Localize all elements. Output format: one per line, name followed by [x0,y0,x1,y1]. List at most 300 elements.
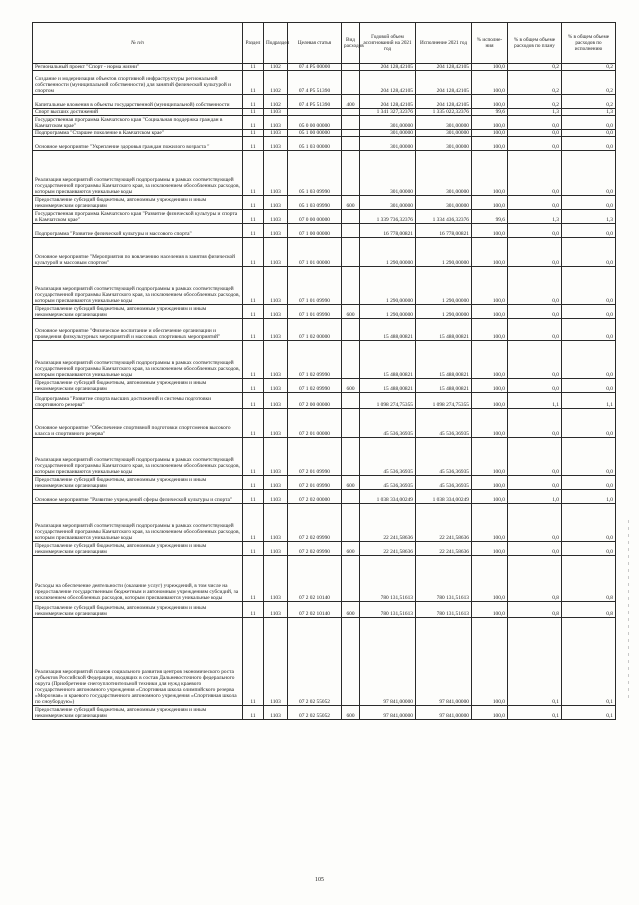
table-header-row [33,23,616,64]
table-row [33,71,616,95]
cell-target-article: 07 2 02 09990 [288,504,342,542]
cell-share-execution: 0,0 [562,319,616,341]
cell-podrazdel: 1103 [264,706,288,720]
table-row [33,556,616,602]
cell-expense-type [342,319,360,341]
cell-expense-type: 600 [342,476,360,490]
cell-razdel: 11 [243,267,264,305]
cell-annual-plan: 45 536,36935 [360,409,416,438]
cell-share-execution: 0,2 [562,64,616,71]
cell-target-article: 05 1 03 00000 [288,137,342,151]
cell-podrazdel: 1103 [264,438,288,476]
cell-podrazdel: 1103 [264,224,288,238]
cell-razdel: 11 [243,109,264,116]
cell-share-plan: 1,1 [508,393,562,409]
cell-execution-percent: 100,0 [472,706,508,720]
cell-target-article: 07 2 02 00000 [288,490,342,504]
page-number: 105 [315,877,324,883]
cell-podrazdel: 1103 [264,210,288,224]
cell-share-plan: 0,8 [508,602,562,618]
cell-share-execution: 0,0 [562,137,616,151]
cell-expense-type [342,556,360,602]
table-row [33,224,616,238]
cell-expense-type [342,64,360,71]
cell-name: Реализация мероприятий соответствующей подпрограммы в рамках соответствующей государственной программы Камчатского края, за исключением обособленных расходов, которым присваиваются уникальные коды [33,438,243,476]
cell-share-plan: 0,0 [508,476,562,490]
cell-share-plan: 0,2 [508,71,562,95]
cell-execution-percent: 100,0 [472,137,508,151]
header-podrazdel: Подраздел [264,23,288,64]
cell-podrazdel: 1103 [264,238,288,267]
cell-target-article: 07 1 00 00000 [288,224,342,238]
cell-name: Предоставление субсидий бюджетным, автономным учреждениям и иным некоммерческим организациям [33,379,243,393]
cell-annual-plan: 780 131,51613 [360,602,416,618]
cell-annual-plan: 15 488,00821 [360,319,416,341]
cell-share-plan: 0,0 [508,116,562,130]
cell-share-execution: 0,0 [562,130,616,137]
cell-target-article: 07 4 P5 00000 [288,64,342,71]
cell-target-article: 07 2 02 55052 [288,618,342,706]
cell-expense-type: 400 [342,95,360,109]
table-row [33,490,616,504]
cell-podrazdel: 1102 [264,71,288,95]
cell-target-article: 07 2 02 10140 [288,602,342,618]
cell-share-plan: 0,0 [508,305,562,319]
cell-target-article [288,109,342,116]
cell-share-execution: 0,0 [562,224,616,238]
table-row [33,602,616,618]
cell-share-plan: 0,0 [508,341,562,379]
cell-podrazdel: 1103 [264,504,288,542]
cell-target-article: 07 2 01 09990 [288,438,342,476]
cell-name: Предоставление субсидий бюджетным, автономным учреждениям и иным некоммерческим организациям [33,305,243,319]
cell-share-execution: 1,3 [562,210,616,224]
cell-execution-percent: 100,0 [472,393,508,409]
scan-edge-mark [628,520,629,700]
cell-execution: 15 488,00821 [416,319,472,341]
cell-name: Спорт высших достижений [33,109,243,116]
cell-podrazdel: 1103 [264,130,288,137]
table-row [33,319,616,341]
cell-name: Основное мероприятие "Развитие учреждений сферы физической культуры и спорта" [33,490,243,504]
cell-execution: 1 038 334,00249 [416,490,472,504]
cell-execution: 204 128,42105 [416,64,472,71]
cell-annual-plan: 204 128,42105 [360,71,416,95]
cell-execution-percent: 100,0 [472,196,508,210]
cell-razdel: 11 [243,151,264,196]
cell-execution: 301,00000 [416,116,472,130]
header-num: № п/п [33,23,243,64]
table-row [33,706,616,720]
cell-annual-plan: 780 131,51613 [360,556,416,602]
cell-podrazdel: 1103 [264,305,288,319]
cell-target-article: 07 1 01 09990 [288,305,342,319]
cell-execution-percent: 100,0 [472,151,508,196]
cell-razdel: 11 [243,542,264,556]
cell-target-article: 07 1 01 00000 [288,238,342,267]
cell-name: Создание и модернизация объектов спортивной инфраструктуры региональной собственности (муниципальной собственности) для занятий физической культурой и спортом [33,71,243,95]
cell-podrazdel: 1102 [264,64,288,71]
cell-execution-percent: 100,0 [472,267,508,305]
cell-share-execution: 0,8 [562,602,616,618]
cell-name: Предоставление субсидий бюджетным, автономным учреждениям и иным некоммерческим организациям [33,602,243,618]
cell-expense-type [342,116,360,130]
cell-share-plan: 0,0 [508,224,562,238]
cell-execution: 1 290,00000 [416,238,472,267]
cell-annual-plan: 204 128,42105 [360,64,416,71]
header-razdel: Раздел [243,23,264,64]
cell-execution-percent: 100,0 [472,542,508,556]
cell-razdel: 11 [243,210,264,224]
table-row [33,130,616,137]
cell-share-plan: 0,0 [508,196,562,210]
cell-razdel: 11 [243,116,264,130]
cell-annual-plan: 301,00000 [360,151,416,196]
cell-expense-type [342,504,360,542]
cell-name: Основное мероприятие "Мероприятия по вовлечению населения в занятия физической культурой и массовым спортом" [33,238,243,267]
header-annual-plan: Годовой объем ассигнований на 2021 год [360,23,416,64]
cell-expense-type [342,224,360,238]
cell-annual-plan: 15 488,00821 [360,341,416,379]
header-target-article: Целевая статья [288,23,342,64]
cell-target-article: 07 2 02 10140 [288,556,342,602]
cell-target-article: 07 1 01 09990 [288,267,342,305]
cell-target-article: 07 2 02 09990 [288,542,342,556]
cell-name: Региональный проект "Спорт - норма жизни" [33,64,243,71]
cell-podrazdel: 1103 [264,393,288,409]
cell-execution: 1 290,00000 [416,305,472,319]
cell-execution: 204 128,42105 [416,95,472,109]
cell-razdel: 11 [243,556,264,602]
header-expense-type: Вид расходов [342,23,360,64]
header-execution-percent: % исполне- ния [472,23,508,64]
cell-share-execution: 0,0 [562,267,616,305]
cell-razdel: 11 [243,95,264,109]
table-body [33,64,616,720]
cell-podrazdel: 1103 [264,151,288,196]
table-row [33,476,616,490]
cell-execution-percent: 100,0 [472,116,508,130]
cell-share-plan: 0,0 [508,130,562,137]
cell-share-plan: 0,0 [508,137,562,151]
cell-execution-percent: 100,0 [472,379,508,393]
cell-name: Государственная программа Камчатского края "Социальная поддержка граждан в Камчатском крае" [33,116,243,130]
cell-podrazdel: 1103 [264,542,288,556]
table-row [33,137,616,151]
cell-share-execution: 0,0 [562,341,616,379]
cell-share-execution: 0,0 [562,476,616,490]
cell-execution-percent: 100,0 [472,71,508,95]
cell-execution: 22 241,58636 [416,504,472,542]
cell-name: Основное мероприятие "Обеспечение спортивной подготовки спортсменов высокого класса и спортивного резерва" [33,409,243,438]
cell-execution: 301,00000 [416,137,472,151]
cell-podrazdel: 1103 [264,196,288,210]
table-row [33,618,616,706]
cell-share-execution: 0,8 [562,556,616,602]
cell-annual-plan: 15 488,00821 [360,379,416,393]
cell-execution-percent: 100,0 [472,341,508,379]
cell-share-plan: 0,0 [508,379,562,393]
cell-razdel: 11 [243,409,264,438]
cell-podrazdel: 1103 [264,379,288,393]
cell-razdel: 11 [243,618,264,706]
cell-execution-percent: 100,0 [472,319,508,341]
cell-target-article: 07 4 P5 51390 [288,95,342,109]
cell-share-plan: 0,0 [508,319,562,341]
cell-execution: 15 488,00821 [416,379,472,393]
cell-expense-type: 600 [342,706,360,720]
table-row [33,238,616,267]
cell-expense-type [342,130,360,137]
cell-execution: 16 778,00821 [416,224,472,238]
cell-name: Основное мероприятие "Физическое воспитание и обеспечение организации и проведения физкультурных мероприятий и массовых спортивных мероприятий" [33,319,243,341]
cell-annual-plan: 1 038 334,00249 [360,490,416,504]
cell-target-article: 05 0 00 00000 [288,116,342,130]
cell-razdel: 11 [243,504,264,542]
cell-name: Основное мероприятие "Укрепление здоровья граждан пожилого возраста " [33,137,243,151]
cell-annual-plan: 1 290,00000 [360,238,416,267]
cell-name: Реализация мероприятий соответствующей подпрограммы в рамках соответствующей государственной программы Камчатского края, за исключением обособленных расходов, которым присваиваются уникальные коды [33,151,243,196]
cell-podrazdel: 1103 [264,341,288,379]
cell-execution-percent: 100,0 [472,130,508,137]
cell-share-execution: 0,0 [562,151,616,196]
cell-expense-type: 600 [342,379,360,393]
cell-target-article: 07 2 00 00000 [288,393,342,409]
table-row [33,151,616,196]
cell-name: Подпрограмма "Старшее поколение в Камчатском крае" [33,130,243,137]
cell-execution: 301,00000 [416,196,472,210]
cell-target-article: 07 2 01 00000 [288,409,342,438]
cell-execution: 301,00000 [416,130,472,137]
cell-razdel: 11 [243,602,264,618]
cell-target-article: 05 1 03 09990 [288,196,342,210]
cell-podrazdel: 1103 [264,409,288,438]
table-row [33,542,616,556]
cell-share-plan: 1,3 [508,210,562,224]
cell-share-plan: 0,2 [508,95,562,109]
cell-execution: 301,00000 [416,151,472,196]
cell-execution-percent: 100,0 [472,305,508,319]
cell-name: Подпрограмма "Развитие физической культуры и массового спорта" [33,224,243,238]
cell-execution-percent: 100,0 [472,618,508,706]
cell-name: Реализация мероприятий соответствующей подпрограммы в рамках соответствующей государственной программы Камчатского края, за исключением обособленных расходов, которым присваиваются уникальные коды [33,504,243,542]
cell-annual-plan: 1 290,00000 [360,305,416,319]
cell-expense-type [342,137,360,151]
budget-table [32,22,616,720]
table-row [33,438,616,476]
cell-razdel: 11 [243,64,264,71]
cell-annual-plan: 301,00000 [360,137,416,151]
cell-podrazdel: 1102 [264,95,288,109]
table-row [33,116,616,130]
cell-expense-type: 600 [342,196,360,210]
table-row [33,64,616,71]
header-share-plan: % в общем объеме расходов по плану [508,23,562,64]
cell-annual-plan: 45 536,36935 [360,476,416,490]
table-row [33,504,616,542]
cell-name: Реализация мероприятий планов социального развития центров экономического роста субъектов Российской Федерации, входящих в состав Дальневосточного федерального округа (Приобретение снегоуплотнительной техники для нужд краевого государственного автономного учреждения «Спортивная школа олимпийского резерва «Морозная» и краевого государственного автономного учреждения «Спортивная школа по сноубордую») [33,618,243,706]
cell-name: Предоставление субсидий бюджетным, автономным учреждениям и иным некоммерческим организациям [33,196,243,210]
cell-execution: 780 131,51613 [416,556,472,602]
cell-share-plan: 0,0 [508,151,562,196]
cell-execution-percent: 100,0 [472,556,508,602]
cell-share-execution: 1,1 [562,393,616,409]
cell-razdel: 11 [243,238,264,267]
cell-execution-percent: 100,0 [472,95,508,109]
cell-razdel: 11 [243,319,264,341]
cell-podrazdel: 1103 [264,109,288,116]
cell-podrazdel: 1103 [264,556,288,602]
cell-execution-percent: 100,0 [472,409,508,438]
cell-target-article: 07 0 00 00000 [288,210,342,224]
header-execution: Исполнение 2021 год [416,23,472,64]
cell-expense-type [342,490,360,504]
cell-share-plan: 0,0 [508,504,562,542]
cell-share-plan: 0,0 [508,409,562,438]
cell-annual-plan: 97 841,00000 [360,618,416,706]
cell-razdel: 11 [243,224,264,238]
cell-share-execution: 0,2 [562,71,616,95]
table-row [33,341,616,379]
table-row [33,305,616,319]
cell-execution-percent: 100,0 [472,238,508,267]
cell-annual-plan: 1 290,00000 [360,267,416,305]
cell-expense-type: 600 [342,542,360,556]
table-row [33,267,616,305]
cell-share-plan: 0,0 [508,267,562,305]
header-share-execution: % в общем объеме расходов по исполнению [562,23,616,64]
cell-expense-type: 600 [342,602,360,618]
cell-share-execution: 0,2 [562,95,616,109]
table-row [33,409,616,438]
cell-name: Реализация мероприятий соответствующей подпрограммы в рамках соответствующей государственной программы Камчатского края, за исключением обособленных расходов, которым присваиваются уникальные коды [33,341,243,379]
cell-share-execution: 1,3 [562,109,616,116]
cell-razdel: 11 [243,341,264,379]
cell-expense-type [342,438,360,476]
cell-expense-type: 600 [342,305,360,319]
cell-execution-percent: 100,0 [472,504,508,542]
cell-share-execution: 0,0 [562,116,616,130]
cell-execution-percent: 99,6 [472,210,508,224]
table-row [33,210,616,224]
cell-share-execution: 0,0 [562,238,616,267]
cell-razdel: 11 [243,490,264,504]
cell-execution: 204 128,42105 [416,71,472,95]
cell-share-execution: 0,0 [562,438,616,476]
cell-target-article: 05 1 00 00000 [288,130,342,137]
cell-target-article: 07 2 02 55052 [288,706,342,720]
cell-target-article: 07 1 02 09990 [288,341,342,379]
cell-expense-type [342,409,360,438]
cell-podrazdel: 1103 [264,116,288,130]
cell-target-article: 05 1 03 09990 [288,151,342,196]
cell-share-execution: 0,0 [562,409,616,438]
cell-podrazdel: 1103 [264,267,288,305]
table-row [33,379,616,393]
cell-expense-type [342,151,360,196]
cell-execution-percent: 100,0 [472,602,508,618]
cell-target-article: 07 1 02 09990 [288,379,342,393]
cell-execution: 45 536,36935 [416,438,472,476]
cell-annual-plan: 301,00000 [360,116,416,130]
cell-share-plan: 0,0 [508,438,562,476]
cell-annual-plan: 45 536,36935 [360,438,416,476]
cell-execution: 1 098 274,75355 [416,393,472,409]
cell-annual-plan: 204 128,42105 [360,95,416,109]
cell-execution: 15 488,00821 [416,341,472,379]
cell-expense-type [342,71,360,95]
cell-name: Предоставление субсидий бюджетным, автономным учреждениям и иным некоммерческим организациям [33,706,243,720]
cell-target-article: 07 4 P5 51390 [288,71,342,95]
cell-share-execution: 0,0 [562,542,616,556]
cell-share-execution: 0,0 [562,305,616,319]
cell-razdel: 11 [243,196,264,210]
cell-annual-plan: 22 241,58636 [360,542,416,556]
cell-execution: 97 841,00000 [416,618,472,706]
cell-name: Подпрограмма "Развитие спорта высших достижений и системы подготовки спортивного резерва" [33,393,243,409]
table-row [33,95,616,109]
cell-razdel: 11 [243,379,264,393]
cell-execution: 1 290,00000 [416,267,472,305]
cell-share-execution: 0,0 [562,504,616,542]
cell-podrazdel: 1103 [264,476,288,490]
cell-razdel: 11 [243,305,264,319]
cell-share-execution: 0,1 [562,618,616,706]
cell-podrazdel: 1103 [264,602,288,618]
cell-name: Капитальные вложения в объекты государственной (муниципальной) собственности [33,95,243,109]
cell-execution-percent: 100,0 [472,438,508,476]
table-row [33,393,616,409]
cell-name: Государственная программа Камчатского края "Развитие физической культуры и спорта в Камчатском крае" [33,210,243,224]
cell-execution-percent: 100,0 [472,490,508,504]
cell-razdel: 11 [243,706,264,720]
cell-share-plan: 0,0 [508,542,562,556]
cell-share-plan: 0,1 [508,706,562,720]
cell-expense-type [342,393,360,409]
cell-share-plan: 1,0 [508,490,562,504]
cell-razdel: 11 [243,476,264,490]
cell-podrazdel: 1103 [264,319,288,341]
cell-execution-percent: 100,0 [472,224,508,238]
cell-execution-percent: 100,0 [472,64,508,71]
cell-share-execution: 0,1 [562,706,616,720]
cell-expense-type [342,341,360,379]
cell-name: Расходы на обеспечение деятельности (оказание услуг) учреждений, в том числе на предоставление государственным бюджетным и автономным учреждениям субсидий, за исключением обособленных расходов, которым присваиваются уникальные коды [33,556,243,602]
table-row [33,109,616,116]
cell-target-article: 07 1 02 00000 [288,319,342,341]
cell-razdel: 11 [243,130,264,137]
table-row [33,196,616,210]
cell-podrazdel: 1103 [264,490,288,504]
cell-podrazdel: 1103 [264,137,288,151]
cell-razdel: 11 [243,137,264,151]
cell-share-plan: 1,3 [508,109,562,116]
cell-execution: 22 241,58636 [416,542,472,556]
cell-share-plan: 0,0 [508,238,562,267]
cell-execution-percent: 100,0 [472,476,508,490]
cell-expense-type [342,267,360,305]
cell-execution: 780 131,51613 [416,602,472,618]
cell-expense-type [342,618,360,706]
cell-annual-plan: 1 341 327,32376 [360,109,416,116]
cell-podrazdel: 1103 [264,618,288,706]
cell-razdel: 11 [243,71,264,95]
cell-execution: 45 536,36935 [416,409,472,438]
cell-execution: 1 335 022,32376 [416,109,472,116]
cell-annual-plan: 301,00000 [360,130,416,137]
cell-annual-plan: 1 098 274,75355 [360,393,416,409]
cell-name: Предоставление субсидий бюджетным, автономным учреждениям и иным некоммерческим организациям [33,476,243,490]
